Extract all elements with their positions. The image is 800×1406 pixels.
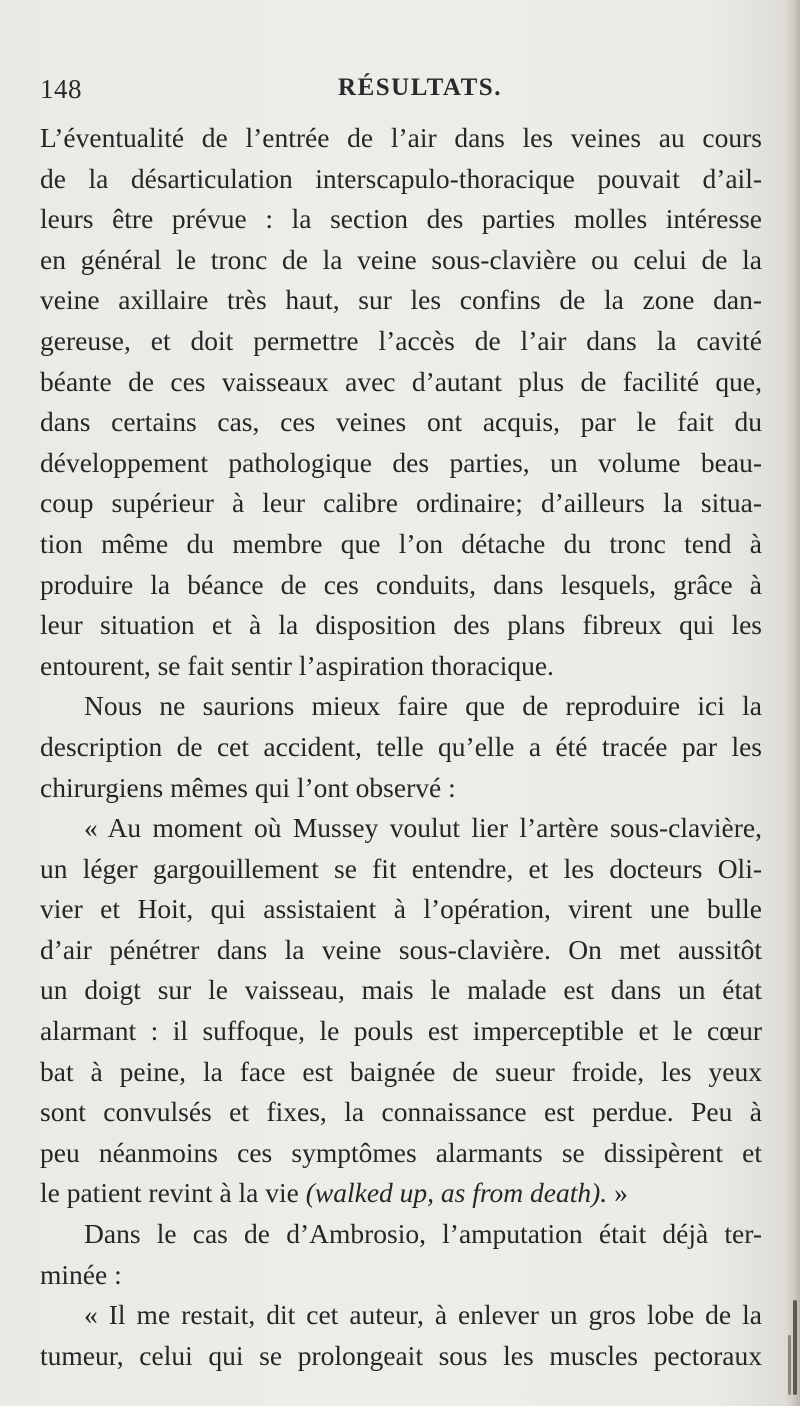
text-fragment: le patient revint à la vie bbox=[40, 1177, 299, 1209]
text-line: un doigt sur le vaisseau, mais le malade est dans un état bbox=[40, 974, 762, 1006]
text-line: veine axillaire très haut, sur les confins de la zone dan- bbox=[40, 284, 762, 316]
text-line: leurs être prévue : la section des parties molles intéresse bbox=[40, 203, 762, 235]
text-line: un léger gargouillement se fit entendre, et les docteurs Oli- bbox=[40, 852, 762, 884]
text-line: développement pathologique des parties, un volume beau- bbox=[40, 446, 762, 478]
text-line: Nous ne saurions mieux faire que de reproduire ici la bbox=[84, 690, 762, 722]
text-line: d’air pénétrer dans la veine sous-clavière. On met aussitôt bbox=[40, 933, 762, 965]
text-line: produire la béance de ces conduits, dans lesquels, grâce à bbox=[40, 568, 762, 600]
text-line: « Il me restait, dit cet auteur, à enlever un gros lobe de la bbox=[84, 1299, 762, 1331]
text-line: béante de ces vaisseaux avec d’autant plus de facilité que, bbox=[40, 365, 762, 397]
text-line: tumeur, celui qui se prolongeait sous les muscles pectoraux bbox=[40, 1339, 762, 1371]
text-line: tion même du membre que l’on détache du tronc tend à bbox=[40, 527, 762, 559]
text-line: entourent, se fait sentir l’aspiration thoracique. bbox=[40, 649, 554, 681]
text-line: minée : bbox=[40, 1258, 122, 1290]
page-edge-shadow bbox=[786, 0, 800, 1406]
page-edge-mark bbox=[793, 1300, 797, 1395]
text-line: sont convulsés et fixes, la connaissance est perdue. Peu à bbox=[40, 1096, 762, 1128]
page-edge-mark bbox=[788, 1335, 791, 1395]
page-number: 148 bbox=[40, 74, 82, 104]
text-line: alarmant : il suffoque, le pouls est imperceptible et le cœur bbox=[40, 1015, 762, 1047]
text-line: dans certains cas, ces veines ont acquis, par le fait du bbox=[40, 406, 762, 438]
text-line: leur situation et à la disposition des plans fibreux qui les bbox=[40, 609, 762, 641]
text-line: L’éventualité de l’entrée de l’air dans les veines au cours bbox=[40, 122, 762, 153]
italic-quote: (walked up, as from death). bbox=[305, 1177, 608, 1209]
text-line: en général le tronc de la veine sous-clavière ou celui de la bbox=[40, 243, 762, 275]
text-line: gereuse, et doit permettre l’accès de l’air dans la cavité bbox=[40, 324, 762, 356]
text-line: Dans le cas de d’Ambrosio, l’amputation était déjà ter- bbox=[84, 1218, 762, 1250]
text-line: coup supérieur à leur calibre ordinaire; d’ailleurs la situa- bbox=[40, 487, 762, 519]
text-line: « Au moment où Mussey voulut lier l’artère sous-clavière, bbox=[84, 812, 762, 844]
text-line: de la désarticulation interscapulo-thoracique pouvait d’ail- bbox=[40, 162, 762, 194]
closing-quote: » bbox=[607, 1177, 628, 1209]
text-line: description de cet accident, telle qu’elle a été tracée par les bbox=[40, 730, 762, 762]
text-line: peu néanmoins ces symptômes alarmants se dissipèrent et bbox=[40, 1136, 762, 1168]
text-line-with-italic bbox=[40, 1173, 762, 1214]
body-text bbox=[40, 118, 762, 1376]
running-head: RÉSULTATS. bbox=[338, 74, 502, 101]
text-line: chirurgiens mêmes qui l’ont observé : bbox=[40, 771, 456, 803]
text-line: vier et Hoit, qui assistaient à l’opération, virent une bulle bbox=[40, 893, 762, 925]
page-header bbox=[40, 74, 762, 114]
text-line: bat à peine, la face est baignée de sueur froide, les yeux bbox=[40, 1055, 762, 1087]
